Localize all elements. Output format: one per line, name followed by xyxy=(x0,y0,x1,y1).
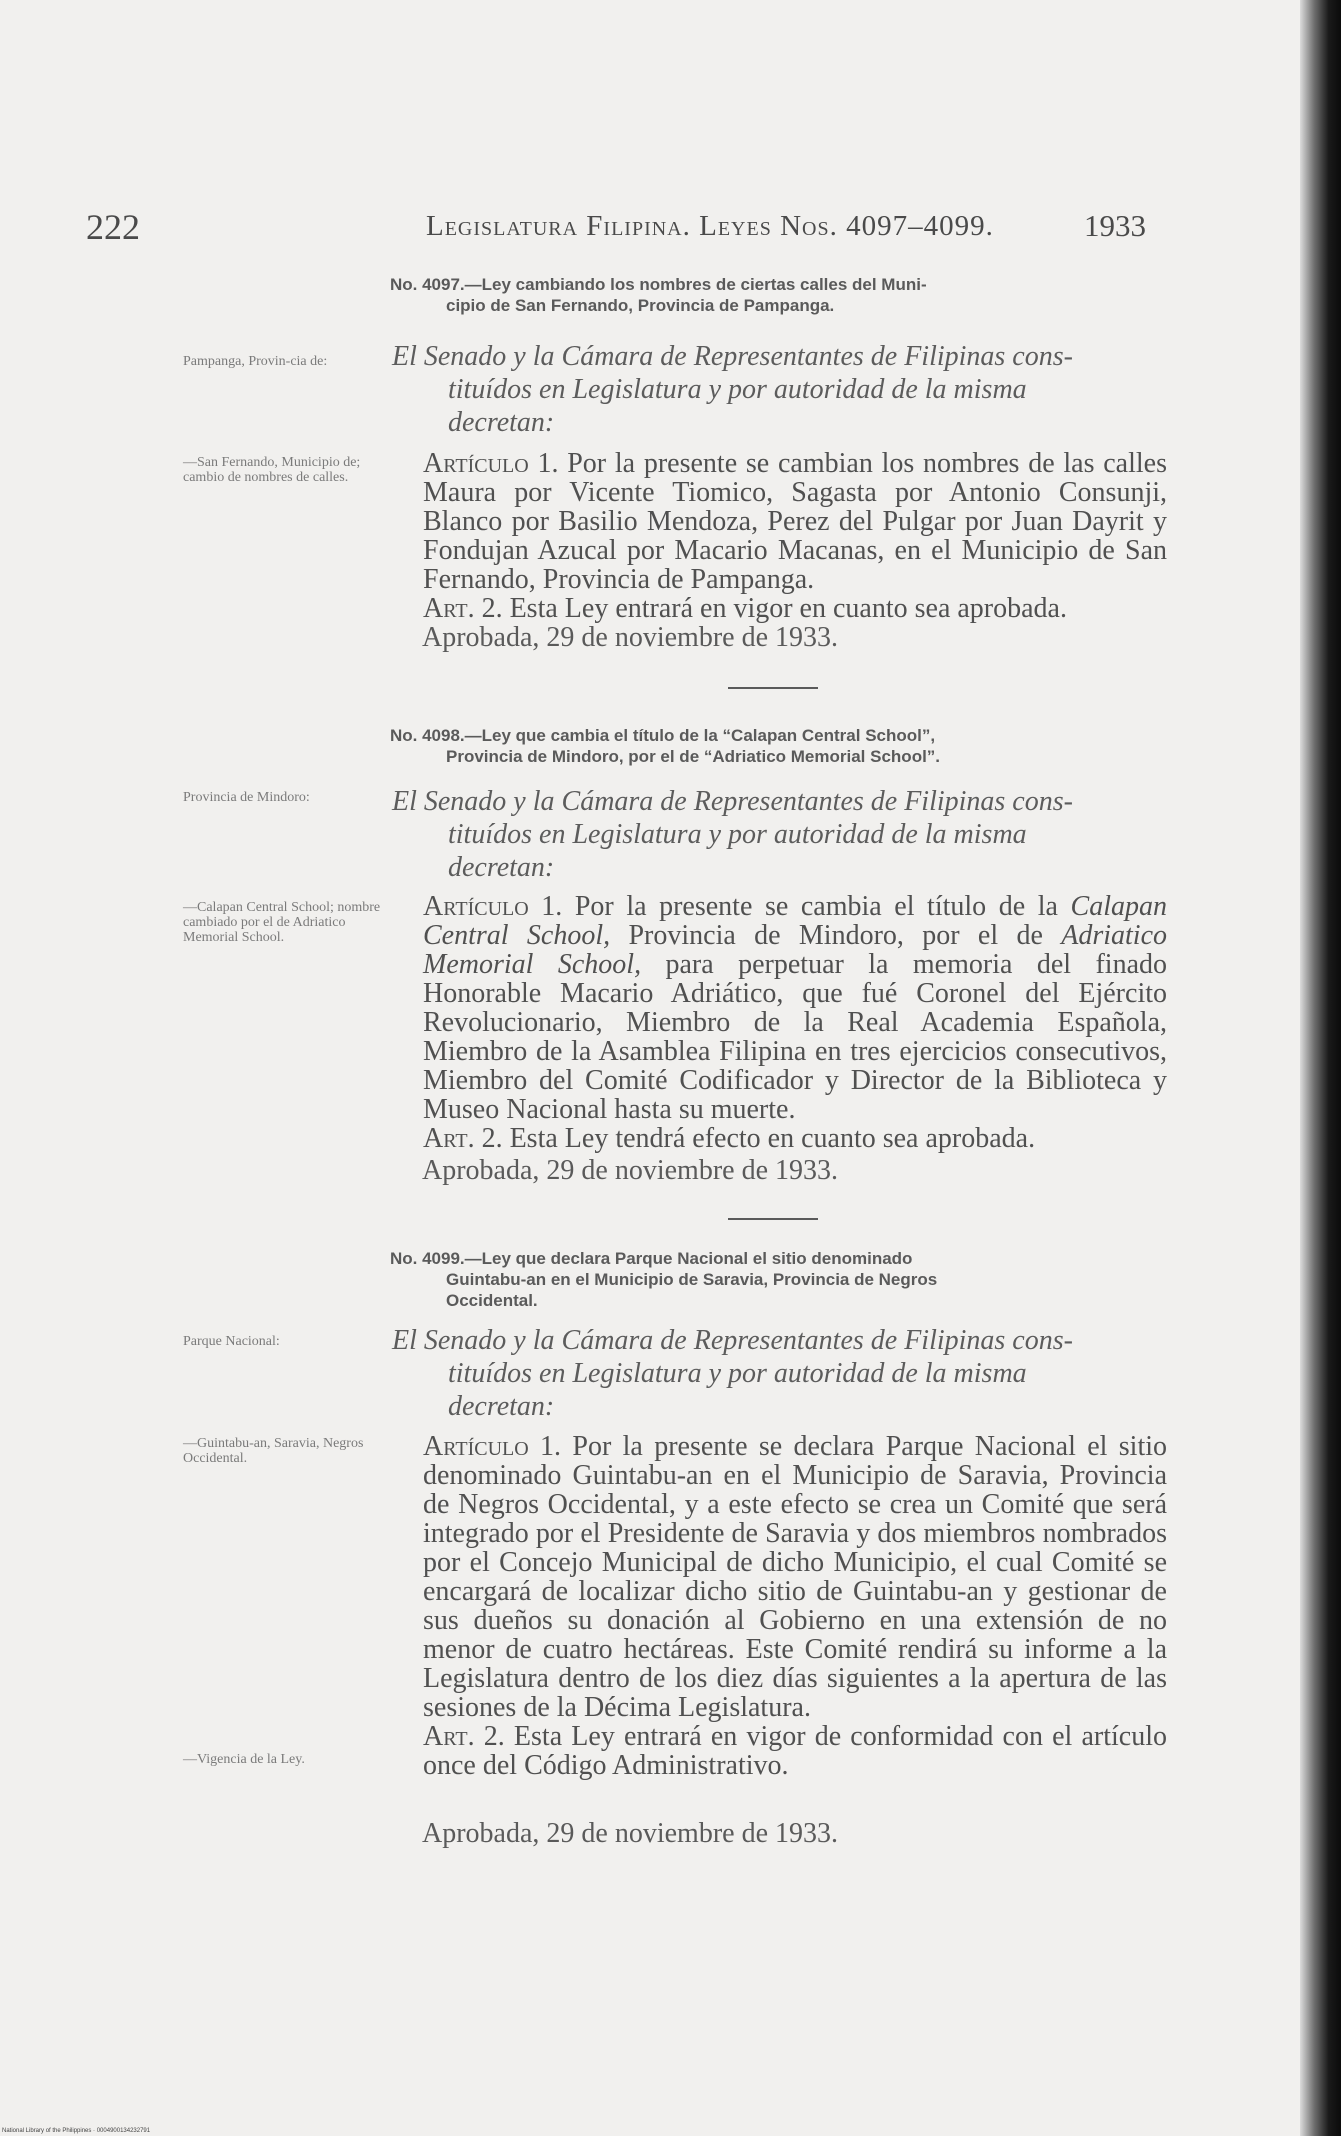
approval-date: Aprobada, 29 de noviembre de 1933. xyxy=(422,1818,838,1849)
article-text: Esta Ley entrará en vigor en cuanto sea aprobada. xyxy=(509,593,1067,624)
enacting-line: decretan: xyxy=(448,852,555,883)
article-1 xyxy=(387,449,1167,623)
article-1 xyxy=(387,1432,1167,1780)
law-title xyxy=(390,274,1170,316)
article-text: para perpetuar la memoria del finado Honorable Macario Adriático, que fué Coronel del Ejército Revolucionario, Miembro de la Real Academia Española, Miembro de la Asamblea Filipina en tres ejercicios consecutivos, Miembro del Comité Codificador y Director de la Biblioteca y Museo Nacional hasta su muerte. xyxy=(423,949,1168,1125)
divider xyxy=(728,1218,818,1220)
page-number: 222 xyxy=(86,207,140,247)
header-year: 1933 xyxy=(1084,208,1146,243)
law-title-line: Occidental. xyxy=(446,1291,538,1310)
running-title: Legislatura Filipina. Leyes Nos. 4097–4099. xyxy=(426,210,994,242)
law-title xyxy=(390,725,1170,767)
article-label: Artículo 1. xyxy=(423,891,563,922)
article-label: Artículo 1. xyxy=(423,448,559,479)
enacting-clause xyxy=(392,340,1172,439)
margin-note: —Vigencia de la Ley. xyxy=(183,1752,305,1767)
enacting-line: decretan: xyxy=(448,407,555,438)
article-text: Por la presente se declara Parque Nacional el sitio denominado Guintabu-an en el Municipio de Saravia, Provincia de Negros Occidental, y a este efecto se crea un Comité que será integrado por el Presidente de Saravia y dos miembros nombrados por el Concejo Municipal de dicho Municipio, el cual Comité se encargará de localizar dicho sitio de Guintabu-an y gestionar de sus dueños su donación al Gobierno en una extensión de no menor de cuatro hectáreas. Este Comité rendirá su informe a la Legislatura dentro de los diez días siguientes a la apertura de las sesiones de la Décima Legislatura. xyxy=(423,1431,1168,1723)
school-name-new: Adriatico Memorial School, xyxy=(423,920,1168,980)
enacting-line: El Senado y la Cámara de Representantes de Filipinas cons- xyxy=(392,786,1073,817)
enacting-line: tituídos en Legislatura y por autoridad de la misma xyxy=(448,1358,1027,1389)
margin-note: Parque Nacional: xyxy=(183,1334,280,1349)
margin-note: —Guintabu-an, Saravia, Negros Occidental. xyxy=(183,1436,364,1466)
article-text: Esta Ley entrará en vigor de conformidad con el artículo once del Código Administrativo. xyxy=(423,1721,1168,1781)
law-title-line: Guintabu-an en el Municipio de Saravia, Provincia de Negros xyxy=(446,1270,938,1289)
school-name-old: Calapan Central School, xyxy=(423,891,1168,951)
enacting-line: decretan: xyxy=(448,1391,555,1422)
article-text: Por la presente se cambia el título de la xyxy=(574,891,1071,922)
enacting-line: El Senado y la Cámara de Representantes de Filipinas cons- xyxy=(392,341,1073,372)
law-title-line: No. 4098.—Ley que cambia el título de la “Calapan Central School”, xyxy=(390,726,936,745)
margin-note: Pampanga, Provin-cia de: xyxy=(183,354,328,369)
approval-date: Aprobada, 29 de noviembre de 1933. xyxy=(422,1155,838,1186)
law-title xyxy=(390,1248,1170,1311)
article-label: Artículo 1. xyxy=(423,1431,562,1462)
margin-note: Provincia de Mindoro: xyxy=(183,790,310,805)
enacting-line: tituídos en Legislatura y por autoridad de la misma xyxy=(448,819,1027,850)
margin-note: —Calapan Central School; nombre cambiado por el de Adriatico Memorial School. xyxy=(183,900,381,945)
approval-date: Aprobada, 29 de noviembre de 1933. xyxy=(422,622,838,653)
article-label: Art. 2. xyxy=(423,1123,503,1154)
scan-footer: National Library of the Philippines · 0004900134232791 xyxy=(2,2128,151,2134)
law-title-line: cipio de San Fernando, Provincia de Pampanga. xyxy=(446,296,835,315)
margin-note: —San Fernando, Municipio de; cambio de nombres de calles. xyxy=(183,455,361,485)
article-1 xyxy=(387,892,1167,1153)
enacting-clause xyxy=(392,785,1172,884)
article-text: Esta Ley tendrá efecto en cuanto sea aprobada. xyxy=(509,1123,1036,1154)
law-title-line: No. 4097.—Ley cambiando los nombres de ciertas calles del Muni- xyxy=(390,275,927,294)
article-label: Art. 2. xyxy=(423,1721,505,1752)
enacting-line: El Senado y la Cámara de Representantes de Filipinas cons- xyxy=(392,1325,1073,1356)
law-title-line: Provincia de Mindoro, por el de “Adriatico Memorial School”. xyxy=(446,747,941,766)
page-edge-shadow xyxy=(1300,0,1341,2136)
enacting-line: tituídos en Legislatura y por autoridad de la misma xyxy=(448,374,1027,405)
article-text: Por la presente se cambian los nombres de las calles Maura por Vicente Tiomico, Sagasta por Antonio Consunji, Blanco por Basilio Mendoza, Perez del Pulgar por Juan Dayrit y Fondujan Azucal por Macario Macanas, en el Municipio de San Fernando, Provincia de Pampanga. xyxy=(423,448,1167,595)
enacting-clause xyxy=(392,1324,1172,1423)
article-text: Provincia de Mindoro, por el de xyxy=(610,920,1062,951)
divider xyxy=(728,687,818,689)
article-label: Art. 2. xyxy=(423,593,503,624)
page-header xyxy=(86,206,1146,246)
law-title-line: No. 4099.—Ley que declara Parque Nacional el sitio denominado xyxy=(390,1249,913,1268)
